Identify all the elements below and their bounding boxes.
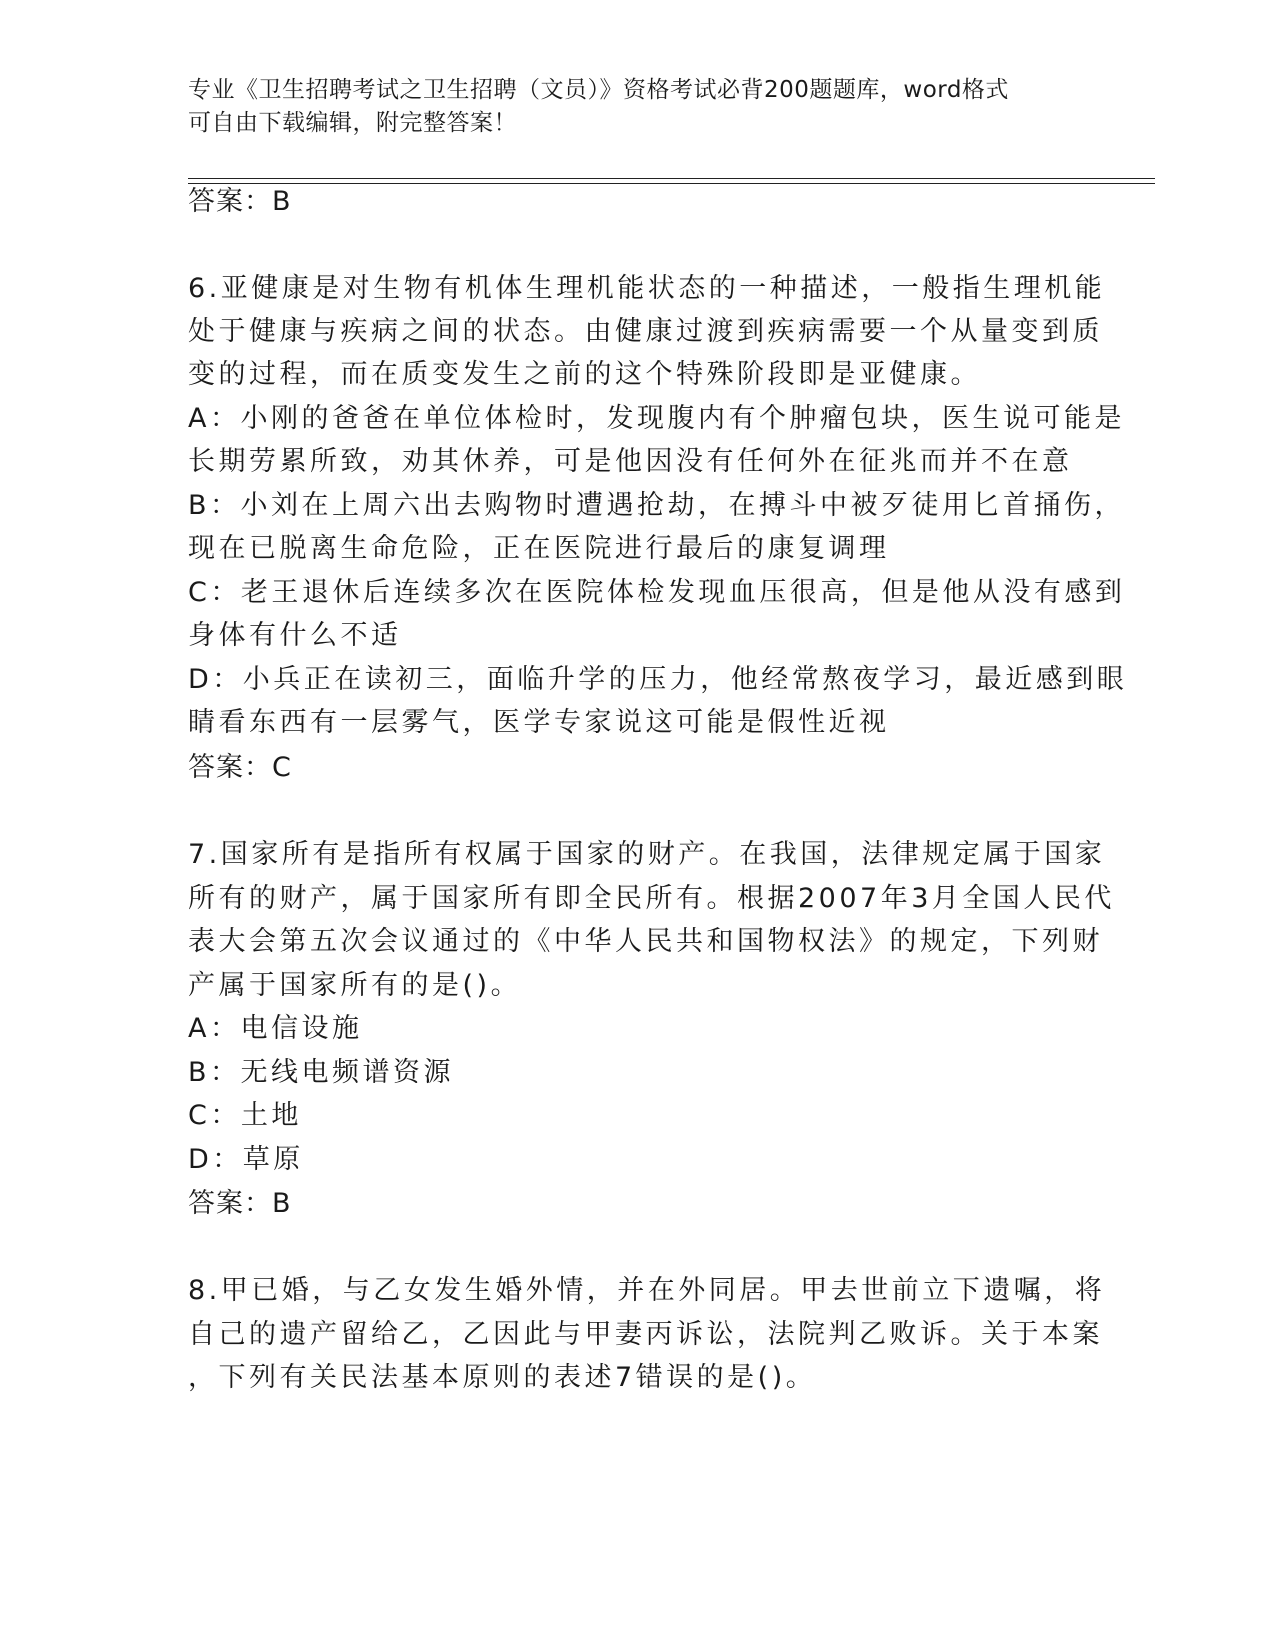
q7-option-b: B：无线电频谱资源 <box>188 1057 455 1088</box>
q6-answer: 答案：C <box>188 752 292 783</box>
q6-option-b-cont: 现在已脱离生命危险，正在医院进行最后的康复调理 <box>188 533 890 564</box>
q8-stem-line: 自己的遗产留给乙，乙因此与甲妻丙诉讼，法院判乙败诉。关于本案 <box>188 1319 1103 1350</box>
q7-stem-line: 7.国家所有是指所有权属于国家的财产。在我国，法律规定属于国家 <box>188 839 1106 870</box>
q8-stem-line: 8.甲已婚，与乙女发生婚外情，并在外同居。甲去世前立下遗嘱，将 <box>188 1275 1106 1306</box>
header-divider-bottom <box>188 183 1155 184</box>
q7-stem-line: 产属于国家所有的是()。 <box>188 970 522 1001</box>
answer-previous: 答案：B <box>188 186 292 217</box>
q6-option-a: A：小刚的爸爸在单位体检时，发现腹内有个肿瘤包块，医生说可能是 <box>188 403 1125 434</box>
q8-stem-line: ，下列有关民法基本原则的表述7错误的是()。 <box>188 1362 817 1393</box>
q6-option-d: D：小兵正在读初三，面临升学的压力，他经常熬夜学习，最近感到眼 <box>188 664 1128 695</box>
q6-option-c-cont: 身体有什么不适 <box>188 620 402 651</box>
q7-answer: 答案：B <box>188 1188 292 1219</box>
header-divider-top <box>188 178 1155 179</box>
q7-stem-line: 表大会第五次会议通过的《中华人民共和国物权法》的规定，下列财 <box>188 926 1103 957</box>
document-header <box>188 74 1068 140</box>
q6-stem-line: 6.亚健康是对生物有机体生理机能状态的一种描述，一般指生理机能 <box>188 273 1106 304</box>
q6-option-c: C：老王退休后连续多次在医院体检发现血压很高，但是他从没有感到 <box>188 577 1126 608</box>
q6-option-d-cont: 睛看东西有一层雾气，医学专家说这可能是假性近视 <box>188 707 890 738</box>
q7-option-c: C：土地 <box>188 1100 302 1131</box>
q7-option-a: A：电信设施 <box>188 1013 363 1044</box>
q7-option-d: D：草原 <box>188 1144 304 1175</box>
q7-stem-line: 所有的财产，属于国家所有即全民所有。根据2007年3月全国人民代 <box>188 883 1115 914</box>
header-line-1: 专业《卫生招聘考试之卫生招聘（文员）》资格考试必背200题题库，word格式 <box>188 77 1009 103</box>
header-line-2: 可自由下载编辑，附完整答案！ <box>188 110 517 136</box>
q6-stem-line: 处于健康与疾病之间的状态。由健康过渡到疾病需要一个从量变到质 <box>188 316 1103 347</box>
q6-option-a-cont: 长期劳累所致，劝其休养，可是他因没有任何外在征兆而并不在意 <box>188 446 1073 477</box>
q6-stem-line: 变的过程，而在质变发生之前的这个特殊阶段即是亚健康。 <box>188 359 981 390</box>
q6-option-b: B：小刘在上周六出去购物时遭遇抢劫，在搏斗中被歹徒用匕首捅伤， <box>188 490 1126 521</box>
